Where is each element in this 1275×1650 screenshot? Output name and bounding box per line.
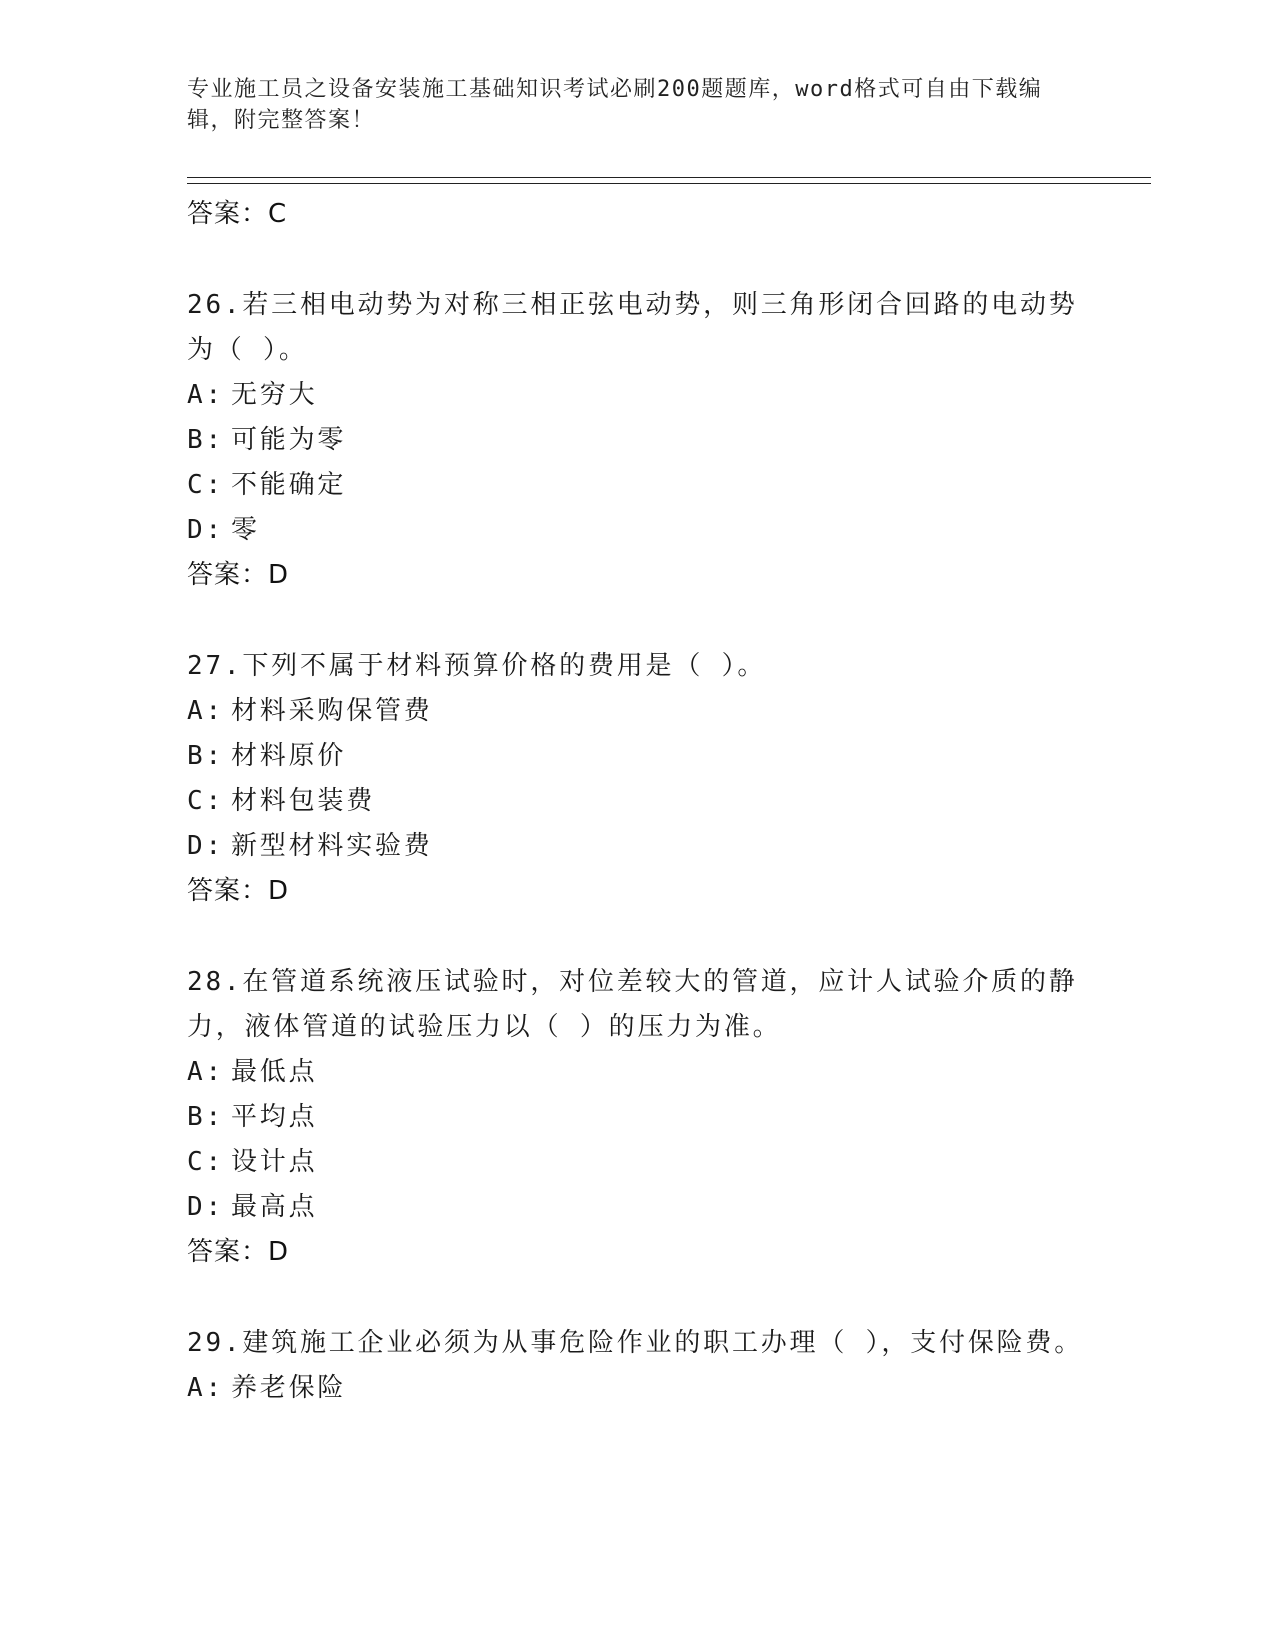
- question-block: [187, 1321, 1087, 1411]
- option-text: 材料包装费: [231, 786, 376, 816]
- option-text: 新型材料实验费: [231, 831, 433, 861]
- option-letter: D:: [187, 1192, 224, 1222]
- option-a: [187, 373, 1087, 418]
- option-c: [187, 463, 1087, 508]
- option-text: 材料原价: [231, 741, 347, 771]
- question-block: [187, 960, 1087, 1274]
- question-block: [187, 644, 1087, 913]
- option-letter: C:: [187, 1147, 224, 1177]
- option-letter: C:: [187, 786, 224, 816]
- question-list: [187, 192, 1087, 1411]
- option-text: 养老保险: [231, 1373, 347, 1403]
- header-rule-bottom: [187, 183, 1151, 184]
- option-text: 零: [231, 515, 260, 545]
- option-letter: A:: [187, 1057, 224, 1087]
- option-text: 最低点: [231, 1057, 318, 1087]
- option-text: 设计点: [231, 1147, 318, 1177]
- option-a: [187, 1366, 1087, 1411]
- header-rule-top: [187, 177, 1151, 178]
- option-a: [187, 1050, 1087, 1095]
- option-letter: C:: [187, 470, 224, 500]
- option-a: [187, 689, 1087, 734]
- question-text: 29.建筑施工企业必须为从事危险作业的职工办理（ ），支付保险费。: [187, 1328, 1084, 1358]
- option-d: [187, 1185, 1087, 1230]
- question-text: 26.若三相电动势为对称三相正弦电动势，则三角形闭合回路的电动势为（ ）。: [187, 290, 1078, 365]
- option-d: [187, 824, 1087, 869]
- option-d: [187, 508, 1087, 553]
- option-letter: D:: [187, 831, 224, 861]
- option-letter: B:: [187, 425, 224, 455]
- option-text: 不能确定: [231, 470, 347, 500]
- option-b: [187, 418, 1087, 463]
- option-text: 最高点: [231, 1192, 318, 1222]
- option-letter: B:: [187, 741, 224, 771]
- option-letter: D:: [187, 515, 224, 545]
- question-block: [187, 283, 1087, 597]
- option-letter: A:: [187, 1373, 224, 1403]
- option-text: 可能为零: [231, 425, 347, 455]
- question-text: 27.下列不属于材料预算价格的费用是（ ）。: [187, 651, 767, 681]
- option-letter: A:: [187, 380, 224, 410]
- answer-line: 答案：D: [187, 560, 290, 590]
- question-text: 28.在管道系统液压试验时，对位差较大的管道，应计人试验介质的静力，液体管道的试验压力以（ ）的压力为准。: [187, 967, 1078, 1042]
- answer-line: 答案：D: [187, 876, 290, 906]
- option-c: [187, 1140, 1087, 1185]
- option-b: [187, 1095, 1087, 1140]
- option-text: 材料采购保管费: [231, 696, 433, 726]
- document-header: 专业施工员之设备安装施工基础知识考试必刷200题题库，word格式可自由下载编辑，附完整答案！: [187, 77, 1043, 133]
- option-b: [187, 734, 1087, 779]
- option-text: 平均点: [231, 1102, 318, 1132]
- option-letter: A:: [187, 696, 224, 726]
- answer-line: 答案：C: [187, 199, 288, 229]
- option-text: 无穷大: [231, 380, 318, 410]
- option-c: [187, 779, 1087, 824]
- answer-line: 答案：D: [187, 1237, 290, 1267]
- option-letter: B:: [187, 1102, 224, 1132]
